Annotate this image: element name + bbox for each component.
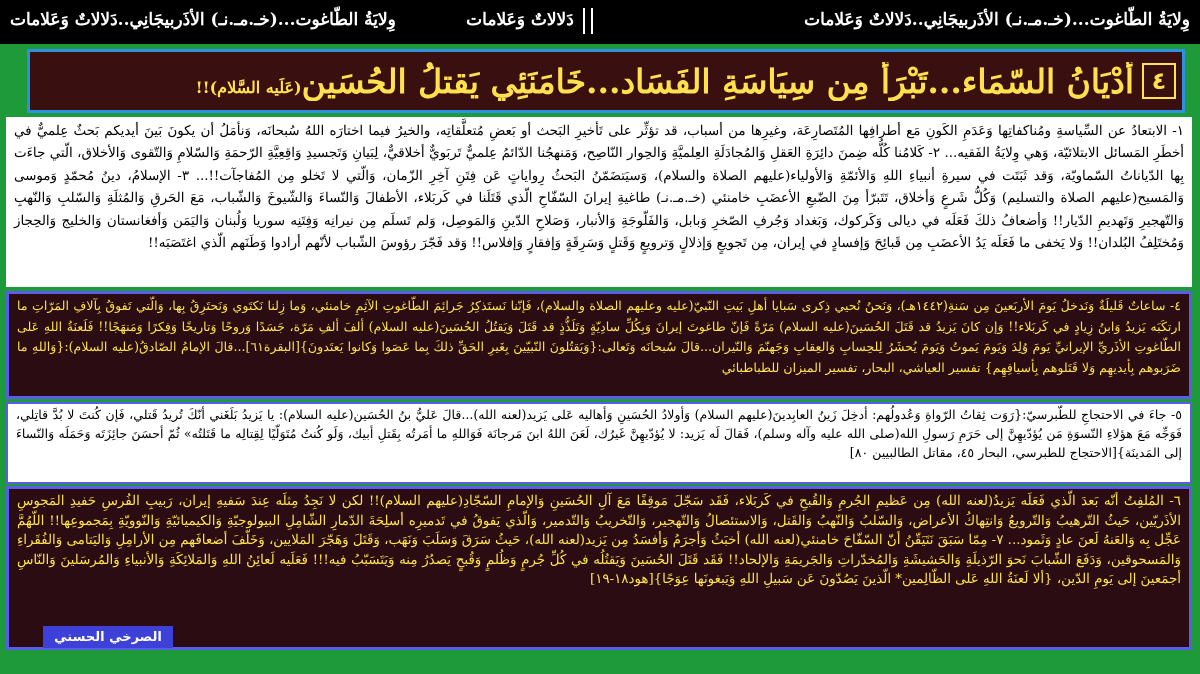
header-title-left: وِلايَةُ الطّاغوت...(خـ.مـ.نـ) الأذَربيجَانِي..دَلالاتٌ وَعَلامات	[10, 10, 396, 30]
header-separator	[583, 8, 593, 34]
page-title	[196, 62, 1134, 101]
title-number: ٤	[1142, 63, 1176, 99]
page-title-text: أدْيَانُ السّمَاء...تَبْرَأ مِن سِيَاسَةِ الفَسَاد...خَامَنَئِي يَقتلُ الحُسَين	[301, 61, 1134, 101]
page-title-suffix: (عَلَيه السَّلام)!!	[195, 77, 302, 97]
header-title-right: وِلايَةُ الطّاغوت...(خـ.مـ.نـ) الأذَربيجَانِي..دَلالاتٌ وَعَلامات	[804, 10, 1190, 30]
section-1-text: ١- الابتعادُ عن السِّياسةِ ومُناكفاتِها وَعَدَمِ الكَونِ مَع أطرافِها المُتَصارِعَة، وغيرِها من أسباب، قد تؤثِّر على تَأخيرِ البَحث أو بَعضِ مُتعلَّقاتِه، والخيرُ فيما اختارَه اللهُ سُبحانَه، وَنأمَلُ أن يكونَ بَينَ أيديكم بَحثٌ عِلميٌّ في أخطَرِ المَسائل الابتلائيّة، وَهي وِلايَةُ الفَقيه... ٢- كَلامُنا كُلُّه ضِمنَ دائِرَةِ العَقلِ وَالمُجادَلَةِ العِلميَّةِ وَالحِوار النّاصِح، وَمَنهجُنا الدّائمُ عِلميٌّ تَربَويٌّ أخلاقيٌّ، لِبَيانِ وَتَجسيدِ وَاقِعِيَّةِ الرّحمَةِ وَالسّلامِ وَالتّقوى وَالأخلاق، الّتي جاءَت بِها الدّياناتُ السّماويّة، وَقد ثَبَتَت في سيرةِ أنبياءِ اللهِ وَالأئمّةِ وَالأولياء(عليهم الصلاة والسلام)، وَسيَتضَمّنُ البَحثُ رِواياتٍ عَن فِتَنِ آخِرِ الزّمان، وَالّتي لا تَخلو مِن المُفاجآت!!... ٣- الإسلامُ، دينُ مُحمّدٍ وَموسى وَالمَسيح(عليهم الصلاة والتسليم) وَكُلُّ شَرعٍ وَأخلاق، تَتَبرّأ مِنَ الضّبعِ الأعضَبِ خامنئي (خـ.مـ.نـ) طاغيةِ إيرانَ السّفّاحِ الّذي قَتَلَنا في كَربَلاء، الأطفالَ وَالنّساءَ وَالشّيوخَ وَالشّباب، مَعَ الحَرقِ وَالمُثلَةِ وَالسّلبِ وَالنّهبِ وَالتّهجيرِ وَتَهديمِ الدّيار!! وَأضعافُ ذلكَ فَعَلَه في ديالى وَكَركوك، وَبَغداد وَجُرفِ الصّخرِ وَبابل، وَالفَلّوجَةِ وَالأنبار، وَصَلاحِ الدّينِ وَالمَوصِل، وَلم تَسلَم مِن نيرانِه وَفِتَنِه سوريا وَلُبنان وَاليَمَن وَأفغانستان وَالخليج وَالحِجاز وَمُختَلِفُ البُلدان!! وَلا يَخفى ما فَعَلَه يَدُ الأعضَبِ مِن قَبائِحَ وَإفسادٍ في إيران، مِن تَجويعٍ وَإذلالٍ وَترويعٍ وَقَتلٍ وَسَرِقَةٍ وَإفقارٍ وَإفلاس!! وَقد فَجّرَ رؤوسَ الشّباب لأنّهم أرادوا وَطَنَهم الّذي اغتَصَبَه!!	[6, 117, 1192, 287]
header-title-middle: دَلالاتٌ وَعَلامات	[466, 10, 574, 30]
top-header-bar	[0, 0, 1200, 44]
title-banner	[27, 49, 1185, 113]
section-4-text: ٦- المُلفِتُ أنّه بَعدَ الّذي فَعَلَه يَزيدُ(لعنه الله) مِن عَظيمِ الجُرمِ وَالقُبحِ في كَربَلاء، فَقَد سَجّلَ مَوقِفًا مَعَ آلِ الحُسَينِ وَالإمامِ السّجّادِ(عليهم السلام)!! لكن لا نَجِدُ مِثلَه عِندَ سَفيهِ إيران، رَبيبِ الفُرسِ حَفيدِ المَجوسِ الأذَريّين، حَيثُ التّرهيبُ وَالتّرويعُ وَانتِهاكُ الأعراض، وَالسّلبُ وَالنّهبُ وَالقَتل، وَالاستئصالُ وَالتّهجير، وَالتّخريبُ وَالتّدمير، وَالّذي يَفوقُ في تَدميرِه أسلِحَةَ الدّمارِ الشّامِلِ البيولوجيّةِ وَالكيميائيّةِ وَالنّوويّةِ بِمَجموعِها!! اللّهُمَّ عَجِّل بِه وَالعَنهُ لَعنَ عادٍ وَثَمود... ٧- مِمّا سَبَقَ نَتَيَقّنُ أنّ السّفّاحَ خامنئي(لعنه الله) أخبَثُ وَأجرَمُ وَأفسَدُ مِن يَزيد(لعنه الله)، حَيثُ سَرَقَ وَسَلَبَ وَنَهَب، وَقَتَلَ وَهَجّرَ المَلايين، وَخَلّفَ أضعافَهم مِن الأرامِلِ وَاليَتامى وَالفُقَراءِ وَالمَسحوقين، وَدَفَعَ الشّبابَ نَحوَ الرّذيلَةِ وَالحَشيشَةِ وَالمُخدّراتِ وَالجَريمَةِ وَالإلحاد!! فَقَد قَتَلَ الحُسَينَ وَيَقتُلُه في كُلِّ جُرمٍ وَظُلمٍ وَقُبحٍ يَصدُرُ مِنه وَيَتَسَبّبُ فيه!!! فَعَلَيه لَعائِنُ اللهِ وَالمَلائِكَةِ وَالأنبياءِ وَالمُرسَلينَ وَالنّاسِ أجمَعينَ إلى يَومِ الدّين، {ألا لَعنَةُ اللهِ عَلى الظّالِمين* الّذينَ يَصُدّونَ عَن سَبيلِ اللهِ وَيَبغونَها عِوَجًا}[هود١٨-١٩]	[6, 486, 1192, 650]
section-2-text: ٤- ساعاتٌ قَليلَةٌ وَنَدخلُ يَومَ الأربَعينَ مِن سَنةِ(١٤٤٢هـ)، وَنَحنُ نُحيي ذِكرى سَبايا أهلِ بَيتِ النّبيّ(عليه وعليهم الصلاة والسلام)، فَإنّنا نَستَذكِرُ جَرائِمَ الطّاغوتِ الآثِمِ خامنئي، وَما زِلنا نَكتَوي وَنَحتَرِقُ بِها، وَالّتي تَفوقُ بِآلافِ المَرّاتِ ما ارتكَبَه يَزيدُ وَابنُ زِيادٍ في كَربَلاء!! وَإن كانَ يَزيدُ قد قَتَلَ الحُسَينَ(عليه السلام) مَرّةً فَإنّ طاغوتَ إيرانَ وَبِكُلِّ سادِيّةٍ وَتَلَذُّذٍ قد قَتَلَ وَيَقتُلُ الحُسَينَ(عليه السلام) ألفَ ألفِ مَرّة، جَسَدًا وَروحًا وَتاريخًا وَفِكرًا وَمَنهَجًا!! فَلَعنَةُ اللهِ عَلى الطّاغوتِ الأذَريِّ الإيرانيِّ يَومَ وُلِدَ وَيَومَ يَموتُ وَيَومَ يُحشَرُ لِلحِسابِ وَالعِقابِ وَجَهنّمَ وَالنّيران...قالَ سُبحانَه وَتَعالى:{وَيَقتُلونَ النّبيّينَ بِغَيرِ الحَقِّ ذلكَ بِما عَصَوا وَكانوا يَعتَدونَ}[البقرة٦١]...قالَ الإمامُ الصّادقُ(عليه السلام):{وَاللهِ ما ضَرَبوهم بِأيديهِم وَلا قَتَلوهم بِأسيافِهِم} تفسير العياشي، البحار، تفسير الميزان للطباطبائي	[6, 291, 1192, 399]
section-3-text: ٥- جاءَ في الاحتجاجِ للطّبرسيّ:{رَوَت ثِقاتُ الرّواةِ وَعُدولُهم: أدخِلَ زَينُ العابِدينَ(عليهم السلام) وَأولادُ الحُسَينِ وَأهاليه عَلى يَزيد(لعنه الله)...قالَ عَليُّ بنُ الحُسَين(عليه السلام): يا يَزيدُ بَلَغَني أنّكَ تُريدُ قَتلي، فَإن كُنتَ لا بُدَّ قاتِلي، فَوَجِّه مَعَ هؤلاءِ النّسوَةِ مَن يُؤدّيهِنَّ إلى حَرَمِ رَسولِ الله(صلى الله عليه وآله وسلم)، فَقالَ لَه يَزيد: لا يُؤدّيهِنَّ غَيرُك، لَعَنَ اللهُ ابنَ مَرجانَة فَوَاللهِ ما أمَرتُه بِقَتلِ أبيك، وَلَو كُنتُ مُتَوَلّيًا لِقِتالِه ما قَتَلتُه» ثُمّ أحسَنَ جائِزَتَه وَحَمَلَه وَالنّساءَ إلى المَدينَة}[الاحتجاج للطبرسي، البحار ٤٥، مقاتل الطالبيين ٨٠]	[6, 402, 1192, 484]
author-badge: الصرخي الحسني	[43, 626, 173, 648]
